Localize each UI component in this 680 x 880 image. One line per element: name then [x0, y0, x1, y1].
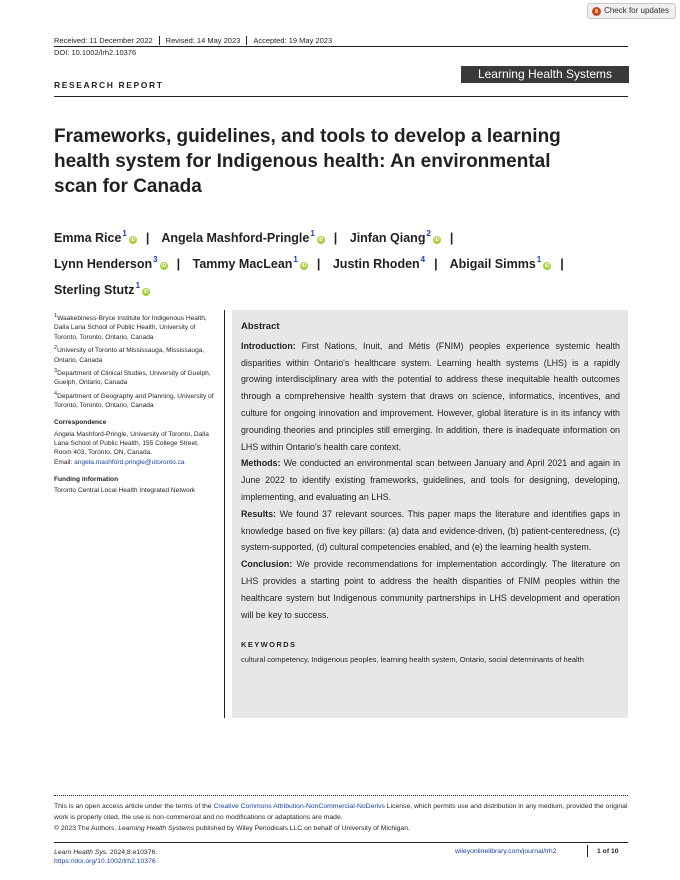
page-separator — [587, 845, 588, 857]
author-name: Jinfan Qiang — [349, 231, 426, 245]
section-rule — [54, 96, 628, 97]
correspondence-heading: Correspondence — [54, 419, 107, 427]
footer-dotted-rule — [54, 795, 628, 796]
author[interactable] — [193, 257, 308, 271]
article-dates — [54, 36, 338, 45]
abstract-results: Results: We found 37 relevant sources. This paper maps the literature and identifies gaps in knowledge based on five key pillars: (a) data and evidence-driven, (b) patient-centeredness, (c) system-supported, (d) cultural competencies enabled, and (e) the learning health system. — [241, 508, 621, 553]
orcid-icon[interactable]: iD — [301, 263, 307, 269]
affiliation: $^1$Waakebiness-Bryce Institute for Indigenous Health, Dalla Lana School of Public Health, University of Toronto, Toronto, Ontario, Canada — [54, 313, 207, 341]
accepted-date: Accepted: 19 May 2023 — [246, 36, 338, 45]
author-name: Tammy MacLean — [192, 257, 293, 271]
check-for-updates-button[interactable] — [587, 3, 676, 19]
citation: Learn Health Sys. 2024;8:e10376. https://doi.org/10.1002/lrh2.10376 — [54, 849, 158, 865]
author-list: Emma Rice$^1$iD | Angela Mashford-Pringle$^1$iD | Jinfan Qiang$^2$iD | Lynn Henderson$^3$iD | Tammy MacLean$^1$iD | Justin Rhoden$^4$ | Abigail Simms$^1$iD | Sterling Stutz$^1$iD — [54, 229, 564, 297]
author[interactable] — [54, 231, 137, 245]
article-title: Frameworks, guidelines, and tools to develop a learning health system for Indigenous health: An environmental scan for Canada — [54, 126, 561, 197]
orcid-icon[interactable]: iD — [434, 237, 440, 243]
affiliation-number: 3 — [153, 255, 158, 264]
abstract-divider — [224, 310, 225, 718]
journal-site-link[interactable]: wileyonlinelibrary.com/journal/lrh2 — [455, 848, 557, 855]
abstract-heading: Abstract — [241, 321, 280, 332]
abstract-box — [232, 310, 628, 718]
keywords-heading: KEYWORDS — [241, 640, 297, 650]
orcid-icon[interactable]: iD — [130, 237, 136, 243]
author-name: Sterling Stutz — [54, 283, 135, 297]
header-rule — [54, 46, 628, 47]
author[interactable] — [54, 257, 168, 271]
author[interactable] — [350, 231, 441, 245]
article-doi: DOI: 10.1002/lrh2.10376 — [54, 48, 137, 57]
affiliation-number: 1 — [135, 281, 141, 290]
section-label: RESEARCH REPORT — [54, 80, 164, 90]
funding-text: Toronto Central Local Health Integrated Network — [54, 487, 196, 495]
correspondence-text: Angela Mashford-Pringle, University of Toronto, Dalla Lana School of Public Health, 155 College Street, Room 403, Toronto, ON, Canada. Email: angela.mashford.pringle@utoronto.ca — [54, 430, 209, 466]
author[interactable] — [333, 257, 425, 271]
author-name: Angela Mashford-Pringle — [161, 231, 310, 245]
revised-date: Revised: 14 May 2023 — [159, 36, 247, 45]
received-date: Received: 11 December 2022 — [54, 36, 153, 45]
abstract-methods: Methods: We conducted an environmental scan between January and April 2021 and again in June 2022 to identify existing frameworks, guidelines, and tools for designing, developing, implementing, and evaluating an LHS. — [241, 458, 621, 502]
license-link[interactable]: Creative Commons Attribution-NonCommercial-NoDerivs — [213, 803, 385, 810]
email-link[interactable]: angela.mashford.pringle@utoronto.ca — [74, 458, 185, 466]
doi-link[interactable]: https://doi.org/10.1002/lrh2.10376 — [54, 858, 156, 865]
check-for-updates-label: Check for updates — [604, 6, 669, 15]
affiliation: $^2$University of Toronto at Mississauga, Mississauga, Ontario, Canada — [54, 345, 205, 364]
orcid-icon[interactable]: iD — [143, 289, 149, 295]
keywords-text: cultural competency, Indigenous peoples, learning health system, Ontario, social determinants of health — [241, 655, 584, 665]
funding-heading: Funding information — [54, 475, 119, 483]
affiliation-number: 1 — [122, 229, 127, 238]
author-name: Emma Rice — [54, 231, 122, 245]
affiliation-number: 2 — [426, 229, 431, 238]
author[interactable] — [450, 257, 552, 271]
abstract-introduction: Introduction: First Nations, Inuit, and Métis (FNIM) peoples experience systemic health disparities within Ontario's healthcare system. Learning health systems (LHS) is a rapidly growing interdisciplinary area with the potential to address these inequitable health outcomes through a comprehensive health system that draws on science, informatics, incentives, and culture for ongoing innovation and improvement. However, global literature is in its infancy with grounding theories and principles still emerging. In addition, there is inadequate information on LHS within Ontario's health care context. — [241, 340, 620, 452]
orcid-icon[interactable]: iD — [544, 263, 550, 269]
affiliation: $^4$Department of Geography and Planning, University of Toronto, Toronto, Ontario, Canada — [54, 390, 214, 410]
orcid-icon[interactable]: iD — [161, 263, 167, 269]
orcid-icon[interactable]: iD — [318, 237, 324, 243]
author-name: Justin Rhoden — [332, 257, 420, 271]
affiliation: $^3$Department of Clinical Studies, University of Guelph, Guelph, Ontario, Canada — [54, 367, 211, 387]
author[interactable] — [54, 283, 150, 297]
author-name: Abigail Simms — [449, 257, 536, 271]
author[interactable] — [161, 231, 324, 245]
page-number: 1 of 10 — [597, 848, 619, 855]
left-column — [54, 312, 214, 498]
footer-rule — [54, 842, 628, 843]
journal-banner: Learning Health Systems — [461, 66, 629, 83]
crossmark-icon — [592, 7, 601, 16]
author-name: Lynn Henderson — [54, 257, 153, 271]
license-notice: This is an open access article under the terms of the Creative Commons Attribution-NonCommercial-NoDerivs License, which permits use and distribution in any medium, provided the original work is properly cited, the use is non-commercial and no modifications or adaptations are made. © 2023 The Authors. Learning Health Systems published by Wiley Periodicals LLC on behalf of University of Michigan. — [54, 803, 628, 832]
affiliation-number: 1 — [310, 229, 315, 238]
affiliation-number: 4 — [420, 255, 426, 264]
abstract-conclusion: Conclusion: We provide recommendations for implementation accordingly. The literature on LHS provides a starting point to address the health disparities of FNIM peoples within the healthcare system but Indigenous community partnerships in LHS development and operation will be key to success. — [241, 559, 620, 620]
affiliation-number: 1 — [293, 255, 298, 264]
affiliation-number: 1 — [536, 255, 542, 264]
